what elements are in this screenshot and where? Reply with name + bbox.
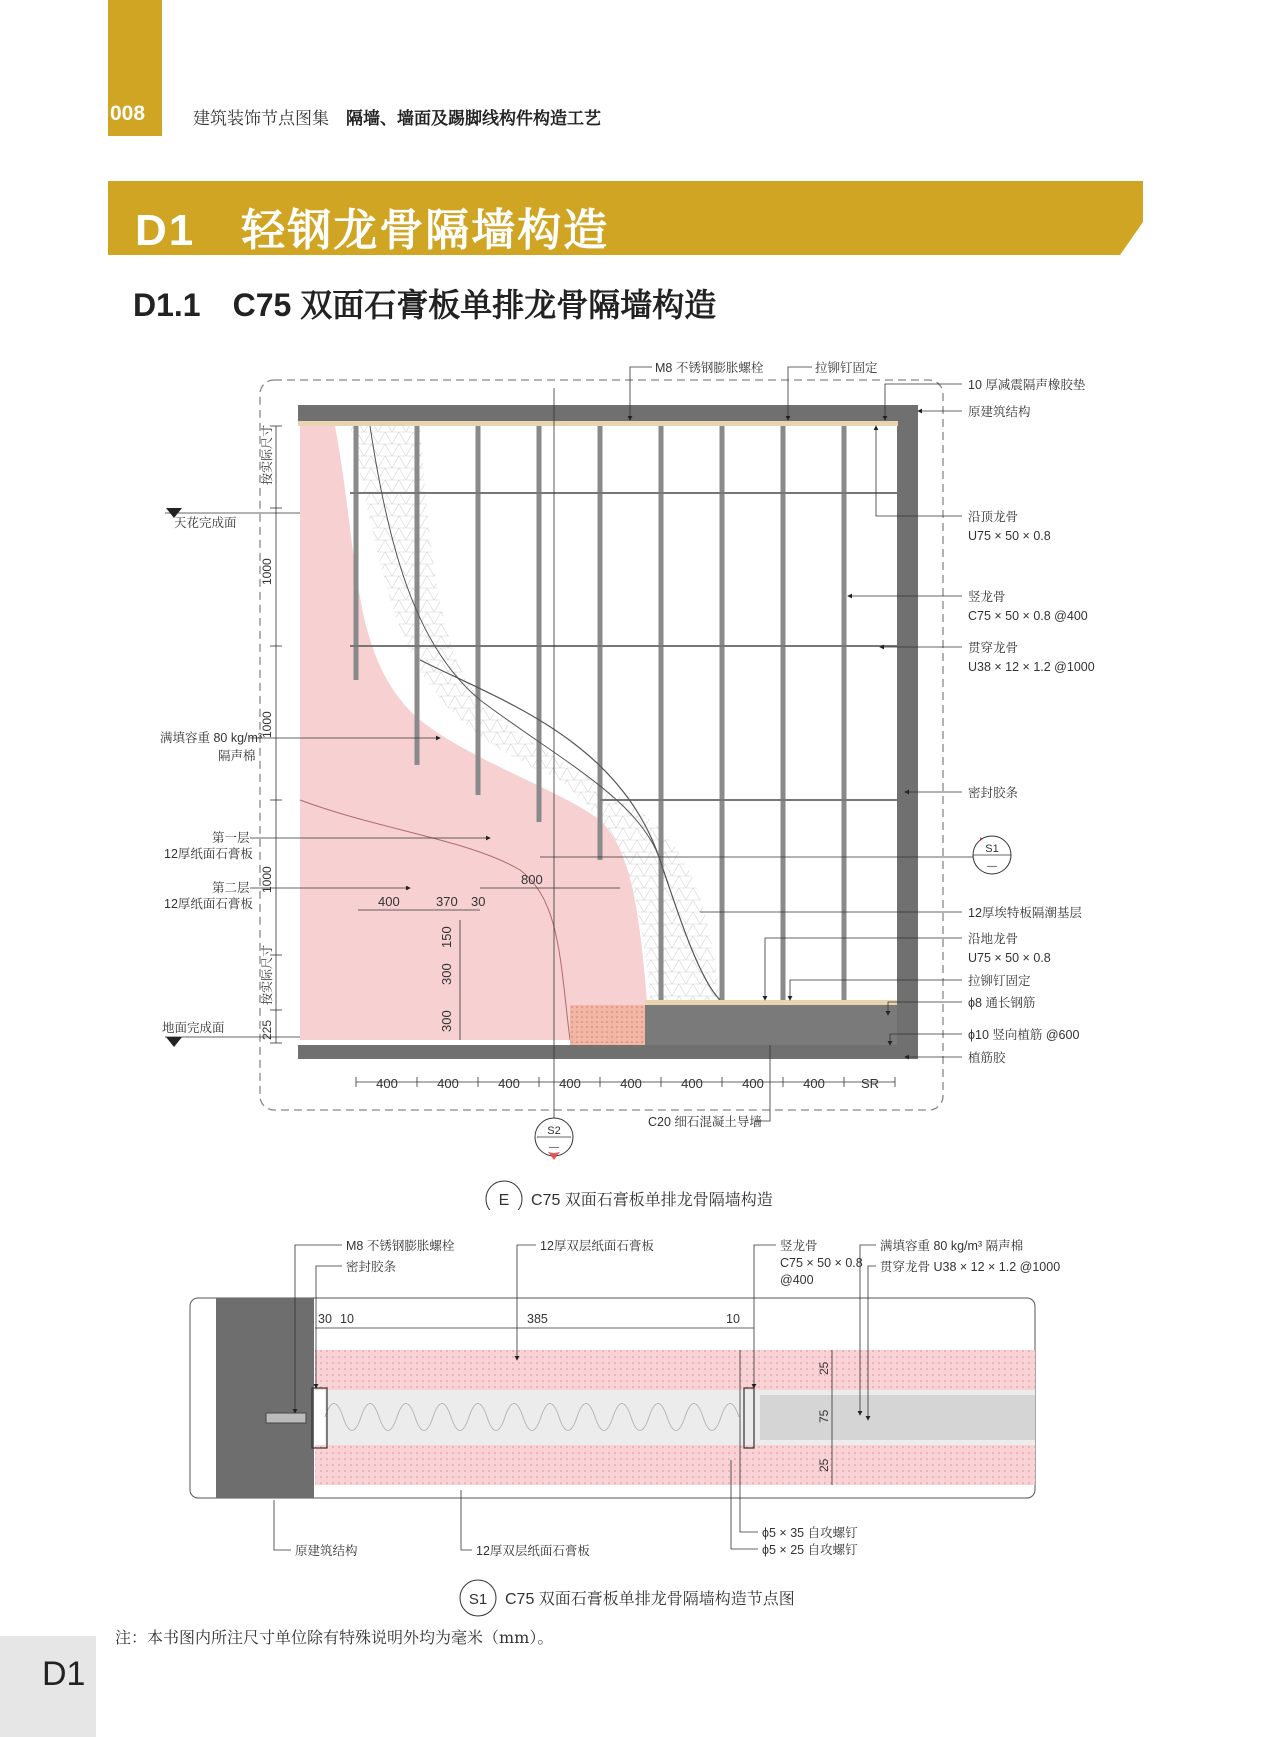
label-first-layer: 第一层 [212,831,250,845]
label-double-board: 12厚双层纸面石膏板 [540,1239,654,1253]
label-double-board-bottom: 12厚双层纸面石膏板 [476,1544,590,1558]
dim-right: 75 [817,1409,831,1423]
label-floor-rivet: 拉铆钉固定 [968,974,1031,988]
section-title: D1 轻钢龙骨隔墙构造 [135,206,610,255]
svg-text:S2: S2 [547,1125,561,1137]
dim-bottom: 400 [620,1076,642,1091]
dim-left: 1000 [260,558,274,585]
label-ceiling-finish: 天花完成面 [174,516,237,530]
label-floor-finish: 地面完成面 [162,1021,225,1035]
dim-inner: 370 [436,894,458,909]
label-rebar: ϕ8 通长钢筋 [968,996,1036,1010]
dim-right: 25 [817,1361,831,1375]
dim-top: 30 [318,1312,332,1326]
footnote: 注：本书图内所注尺寸单位除有特殊说明外均为毫米（mm）。 [115,1628,554,1647]
svg-text:S1: S1 [985,843,999,855]
label-moisture-base: 12厚埃特板隔潮基层 [968,906,1082,920]
label-insulation: 满填容重 80 kg/m³ 隔声棉 [880,1239,1024,1253]
dim-top: 385 [527,1312,548,1326]
page-number: 008 [110,102,146,125]
dim-bottom: 400 [742,1076,764,1091]
label-channel: 贯穿龙骨 [968,641,1019,655]
label-top-rivet: 拉铆钉固定 [815,361,878,375]
label-structure: 原建筑结构 [295,1544,358,1558]
floor-slab [298,1045,918,1059]
label-floor-track-spec: U75 × 50 × 0.8 [968,951,1051,965]
dim-inner: 30 [471,894,486,909]
label-top-bolt: M8 不锈钢膨胀螺栓 [655,361,764,375]
label-channel: 贯穿龙骨 U38 × 12 × 1.2 @1000 [880,1260,1061,1274]
dim-left: 1000 [260,711,274,738]
label-channel-spec: U38 × 12 × 1.2 @1000 [968,660,1095,674]
dim-left: 按实际尺寸 [260,944,274,1005]
subsection-title: D1.1 C75 双面石膏板单排龙骨隔墙构造 [133,287,717,323]
dim-left: 按实际尺寸 [260,424,274,485]
dim-bottom: 400 [376,1076,398,1091]
svg-text:—: — [549,1142,559,1153]
label-screw-25: ϕ5 × 25 自攻螺钉 [762,1543,858,1557]
ceiling-slab [298,405,918,421]
label-structure: 原建筑结构 [968,405,1031,419]
concrete-guide-wall [645,1005,897,1045]
dim-bottom: 400 [681,1076,703,1091]
label-seal: 密封胶条 [346,1260,397,1274]
label-floor-track: 沿地龙骨 [968,932,1019,946]
label-seal-strip: 密封胶条 [968,786,1019,800]
label-stud: 竖龙骨 [780,1239,818,1253]
label-top-track: 沿顶龙骨 [968,510,1019,524]
label-top-track-spec: U75 × 50 × 0.8 [968,529,1051,543]
elevation-caption: C75 双面石膏板单排龙骨隔墙构造 [531,1192,773,1209]
label-bolt: M8 不锈钢膨胀螺栓 [346,1239,455,1253]
corner-section-code: D1 [42,1655,86,1693]
section-detail-drawing [0,1210,1280,1630]
dim-left: 1000 [260,866,274,893]
label-first-layer-board: 12厚纸面石膏板 [164,847,253,861]
dim-inner: 300 [439,1010,454,1032]
label-stud-spec: C75 × 50 × 0.8 @400 [968,609,1088,623]
dim-inner: 800 [521,872,543,887]
level-marker-floor [166,1037,182,1047]
label-stud: 竖龙骨 [968,590,1006,604]
dim-inner: 150 [439,926,454,948]
dim-top: 10 [340,1312,354,1326]
svg-text:—: — [987,861,997,872]
label-guide-wall: C20 细石混凝土导墙 [648,1115,762,1129]
book-subtitle: 隔墙、墙面及踢脚线构件构造工艺 [346,109,601,129]
dim-inner: 300 [439,963,454,985]
dim-bottom: 400 [437,1076,459,1091]
label-dowel: ϕ10 竖向植筋 @600 [968,1028,1080,1042]
label-anchor-glue: 植筋胶 [968,1051,1006,1065]
dim-right: 25 [817,1458,831,1472]
plasterboard-top [315,1350,1035,1390]
label-insulation-2: 隔声棉 [218,749,256,763]
dim-bottom: SR [860,1076,880,1091]
label-screw-35: ϕ5 × 35 自攻螺钉 [762,1526,858,1540]
dim-left: 225 [260,1019,274,1040]
right-wall [897,405,918,1045]
dim-bottom: 400 [803,1076,825,1091]
label-rubber-pad: 10 厚减震隔声橡胶垫 [968,378,1086,392]
dim-bottom: 400 [498,1076,520,1091]
caption-marker-e-text: E [498,1192,510,1209]
dim-top: 10 [726,1312,740,1326]
dim-bottom: 400 [559,1076,581,1091]
label-insulation: 满填容重 80 kg/m³ [160,731,263,745]
caption-marker-s1-text: S1 [468,1591,488,1608]
label-second-layer: 第二层 [212,881,250,895]
section-detail-caption: C75 双面石膏板单排龙骨隔墙构造节点图 [505,1591,795,1608]
dim-inner: 400 [378,894,400,909]
plasterboard-bottom [315,1445,1035,1485]
label-stud-spacing: @400 [780,1273,814,1287]
book-title: 建筑装饰节点图集 [193,109,329,129]
label-stud-spec: C75 × 50 × 0.8 [780,1256,863,1270]
label-second-layer-board: 12厚纸面石膏板 [164,897,253,911]
existing-structure [216,1298,314,1498]
